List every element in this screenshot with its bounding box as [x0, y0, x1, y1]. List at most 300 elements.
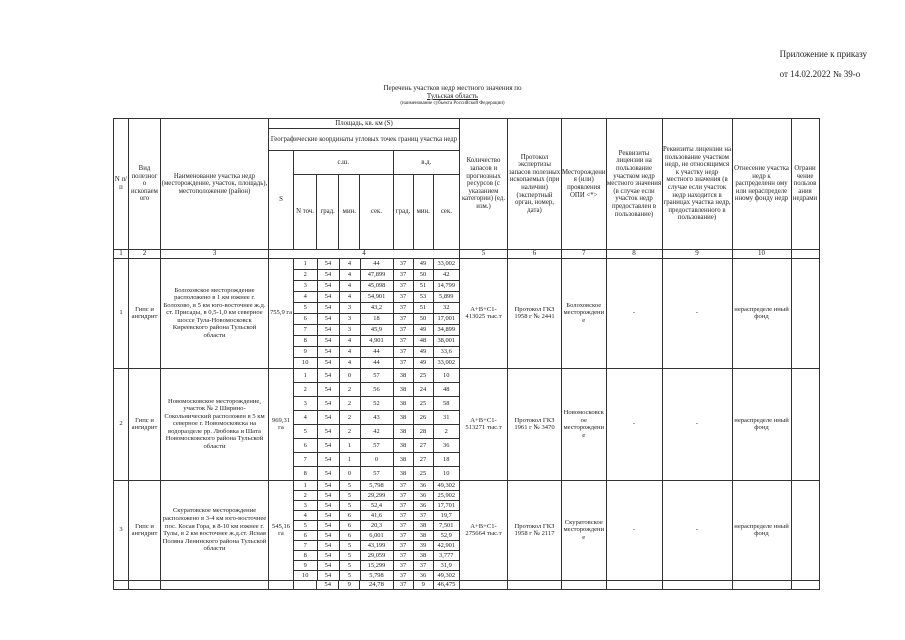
reserves-quantity: A+B+C1- 413025 тыс.т [460, 258, 508, 368]
point-no: 1 [294, 369, 317, 383]
license-other: - [662, 258, 732, 368]
lat-deg: 54 [317, 396, 339, 410]
lon-min: 26 [413, 410, 433, 424]
coordinate-point [294, 570, 459, 580]
point-no: 8 [294, 550, 317, 560]
reserves-quantity: A+B+C1- 275664 тыс.т [460, 480, 508, 580]
lat-deg: 54 [317, 550, 339, 560]
coordinate-point [294, 530, 459, 540]
col-num: 10 [732, 250, 791, 259]
lat-sec: 0 [360, 452, 393, 466]
coordinates-block [294, 258, 460, 368]
row-number: 2 [114, 368, 129, 480]
lat-deg: 54 [317, 291, 339, 302]
lon-deg: 37 [393, 346, 413, 357]
coordinates-block [294, 368, 460, 480]
lat-sec: 44 [360, 346, 393, 357]
row-number: 1 [114, 258, 129, 368]
lat-sec: 45,098 [360, 280, 393, 291]
lat-sec: 56 [360, 382, 393, 396]
coordinate-point [294, 520, 459, 530]
header-geo-coords: Географические координаты угловых точек границ участка недр [269, 129, 460, 151]
coordinate-point [294, 313, 459, 324]
lat-min: 5 [339, 550, 360, 560]
lat-min: 0 [339, 466, 360, 480]
lat-deg: 54 [317, 520, 339, 530]
lon-min: 36 [413, 500, 433, 510]
lon-sec: 58 [433, 396, 459, 410]
lat-min: 5 [339, 490, 360, 500]
lat-min: 5 [339, 560, 360, 570]
lat-min: 2 [339, 382, 360, 396]
appendix-note [780, 44, 867, 84]
point-no: 1 [294, 259, 317, 270]
lon-deg: 37 [393, 280, 413, 291]
point-no: 10 [294, 570, 317, 580]
lat-min: 4 [339, 335, 360, 346]
header-site-name: Наименование участка недр (месторождение, участок, площадь), местоположение (район) [161, 119, 269, 250]
header-protocol: Протокол экспертизы запасов полезных ископаемых (при наличии) (экспертный орган, номер, дата) [508, 119, 562, 250]
coordinates-table [294, 481, 459, 580]
header-restriction: Ограни чение пользов ания недрами [791, 119, 819, 250]
col-num: 8 [606, 250, 662, 259]
empty-cell [114, 580, 129, 589]
usage-restriction [791, 258, 819, 368]
lon-sec: 3,777 [433, 550, 459, 560]
license-other: - [662, 368, 732, 480]
lat-min: 2 [339, 424, 360, 438]
point-no: 8 [294, 335, 317, 346]
lat-min: 4 [339, 259, 360, 270]
point-no: 2 [294, 382, 317, 396]
lon-deg: 38 [393, 396, 413, 410]
header-fund: Отнесение участка недр к распределенн ому или нераспределе нному фонду недр [732, 119, 791, 250]
lon-min: 53 [413, 291, 433, 302]
usage-restriction [791, 480, 819, 580]
coordinate-point [294, 396, 459, 410]
lon-deg: 37 [393, 550, 413, 560]
lat-sec: 43 [360, 410, 393, 424]
lat-deg: 54 [317, 466, 339, 480]
coordinates-block [294, 480, 460, 580]
lon-deg: 37 [393, 560, 413, 570]
header-license-other: Реквизиты лицензии на пользование участком недр, не относящимся к участку недр местного значения (в случае если участок недр находится в границах участка недр, предоставленного в пользование) [662, 119, 732, 250]
col-num [791, 250, 819, 259]
coordinate-point [294, 302, 459, 313]
coordinate-point [294, 550, 459, 560]
lon-deg: 38 [393, 438, 413, 452]
lat-min: 0 [339, 369, 360, 383]
point-no: 5 [294, 424, 317, 438]
title-caption: (наименование субъекта Российской Федерации) [400, 101, 505, 106]
lon-sec: 17,701 [433, 500, 459, 510]
lat-min: 1 [339, 452, 360, 466]
lon-deg: 37 [393, 500, 413, 510]
lat-sec: 15,299 [360, 560, 393, 570]
lat-sec: 4,901 [360, 335, 393, 346]
point-no: 9 [294, 560, 317, 570]
lat-sec: 5,798 [360, 570, 393, 580]
lon-min: 38 [413, 550, 433, 560]
lat-deg: 54 [317, 324, 339, 335]
lon-min: 25 [413, 466, 433, 480]
lat-min: 3 [339, 302, 360, 313]
lat-sec: 57 [360, 466, 393, 480]
license-local: - [606, 368, 662, 480]
lon-sec: 49,302 [433, 481, 459, 491]
lat-min: 4 [339, 291, 360, 302]
point-no: 1 [294, 481, 317, 491]
coordinate-point [294, 357, 459, 368]
col-num: 9 [662, 250, 732, 259]
mineral-type: Гипс и ангидрит [129, 258, 161, 368]
site-description: Болоховское месторождение расположено в 1 км южнее г. Болохово, в 5 км юго-восточнее ж.д. ст. Присады, в 0,5-1,0 км северное шоссе Тула-Новомосковск Киреевского района Тульской области [161, 258, 269, 368]
header-lon-min: мин. [413, 175, 433, 250]
lon-deg: 38 [393, 452, 413, 466]
empty-cell [662, 580, 732, 589]
lon-deg: 37 [393, 302, 413, 313]
protocol-ref: Протокол ГКЗ 1958 г № 2117 [508, 480, 562, 580]
deposit-name: Скуратовское месторождени е [562, 480, 607, 580]
lon-min: 48 [413, 335, 433, 346]
header-quantity: Количество запасов и прогнозных ресурсов (с указанием категории) (ед. изм.) [460, 119, 508, 250]
empty-cell [508, 580, 562, 589]
coordinate-point [294, 452, 459, 466]
lat-min: 4 [339, 269, 360, 280]
lon-sec: 14,799 [433, 280, 459, 291]
lon-sec: 36 [433, 438, 459, 452]
partial-coord-cell: 9 [413, 580, 433, 589]
lon-deg: 38 [393, 410, 413, 424]
header-s: S [269, 151, 294, 250]
coordinate-point [294, 500, 459, 510]
deposit-name: Новомосковск ое месторождени е [562, 368, 607, 480]
lon-min: 50 [413, 269, 433, 280]
title-line1: Перечень участков недр местного значения по [383, 84, 522, 92]
document-title [0, 84, 905, 108]
lat-sec: 47,899 [360, 269, 393, 280]
license-local: - [606, 480, 662, 580]
lat-sec: 20,3 [360, 520, 393, 530]
lon-min: 51 [413, 280, 433, 291]
header-license-local: Реквизиты лицензии на пользование участком недр местного значения (в случае если участок недр предоставлен в пользование) [606, 119, 662, 250]
header-deposit: Месторождени я (или) проявления ОПИ <*> [562, 119, 607, 250]
lon-sec: 10 [433, 369, 459, 383]
empty-cell [129, 580, 161, 589]
empty-cell [732, 580, 791, 589]
lat-min: 5 [339, 500, 360, 510]
lon-deg: 37 [393, 481, 413, 491]
header-lon-deg: град. [393, 175, 413, 250]
lon-sec: 38,001 [433, 335, 459, 346]
lat-sec: 54,901 [360, 291, 393, 302]
lon-deg: 37 [393, 313, 413, 324]
lat-deg: 54 [317, 438, 339, 452]
col-num: 7 [562, 250, 607, 259]
lon-deg: 37 [393, 530, 413, 540]
lat-deg: 54 [317, 280, 339, 291]
lon-deg: 37 [393, 520, 413, 530]
lat-sec: 29,299 [360, 490, 393, 500]
col-num: 2 [129, 250, 161, 259]
lon-min: 36 [413, 570, 433, 580]
point-no: 4 [294, 291, 317, 302]
site-description: Новомосковское месторождение, участок № 2 Ширино-Сокольнический расположен в 5 км северное г. Новомосковска на водоразделе рр. Любовка и Шата Новомосковского района Тульской области [161, 368, 269, 480]
deposits-table [113, 118, 820, 590]
lat-deg: 54 [317, 560, 339, 570]
lat-sec: 52,4 [360, 500, 393, 510]
header-lat-deg: град. [317, 175, 339, 250]
point-no: 3 [294, 396, 317, 410]
lat-min: 2 [339, 410, 360, 424]
lat-sec: 52 [360, 396, 393, 410]
coordinate-point [294, 335, 459, 346]
lon-min: 27 [413, 438, 433, 452]
table-row [114, 258, 820, 368]
lat-sec: 29,059 [360, 550, 393, 560]
lat-deg: 54 [317, 313, 339, 324]
empty-cell [562, 580, 607, 589]
point-no: 7 [294, 324, 317, 335]
column-number-row [114, 250, 820, 259]
header-point-no: N точ. [294, 175, 317, 250]
lon-deg: 37 [393, 291, 413, 302]
deposit-name: Болоховское месторождени е [562, 258, 607, 368]
lon-min: 38 [413, 530, 433, 540]
lon-min: 49 [413, 357, 433, 368]
point-no: 2 [294, 490, 317, 500]
lon-sec: 31 [433, 410, 459, 424]
lon-sec: 42 [433, 269, 459, 280]
point-no: 3 [294, 500, 317, 510]
lat-deg: 54 [317, 357, 339, 368]
lat-min: 1 [339, 438, 360, 452]
col-num: 6 [508, 250, 562, 259]
lon-sec: 31,9 [433, 560, 459, 570]
lat-min: 2 [339, 396, 360, 410]
coordinate-point [294, 369, 459, 383]
license-local: - [606, 258, 662, 368]
appendix-line1: Приложение к приказу [779, 49, 867, 59]
empty-cell [791, 580, 819, 589]
lat-sec: 42 [360, 424, 393, 438]
lat-deg: 54 [317, 452, 339, 466]
lat-sec: 6,001 [360, 530, 393, 540]
title-region: Тульская область [426, 92, 479, 100]
lon-min: 24 [413, 382, 433, 396]
partial-coord-cell: 46,475 [433, 580, 459, 589]
lon-sec: 25,902 [433, 490, 459, 500]
mineral-type: Гипс и ангидрит [129, 368, 161, 480]
col-num: 4 [269, 250, 460, 259]
point-no: 7 [294, 540, 317, 550]
lon-deg: 37 [393, 570, 413, 580]
lon-sec: 49,302 [437, 571, 456, 579]
lat-min: 4 [339, 280, 360, 291]
coordinate-point [294, 540, 459, 550]
coordinate-point [294, 280, 459, 291]
lon-min: 49 [413, 324, 433, 335]
lon-deg: 37 [393, 490, 413, 500]
lat-deg: 54 [317, 510, 339, 520]
lat-min: 6 [339, 520, 360, 530]
point-no: 4 [294, 410, 317, 424]
point-no: 3 [294, 280, 317, 291]
coordinate-point [294, 510, 459, 520]
lat-min: 3 [339, 313, 360, 324]
area-value: 545,16 га [269, 480, 294, 580]
protocol-ref: Протокол ГКЗ 1961 г № 3470 [508, 368, 562, 480]
coordinate-point [294, 424, 459, 438]
lat-min: 4 [339, 346, 360, 357]
lat-sec: 44 [360, 259, 393, 270]
lat-deg: 54 [317, 530, 339, 540]
partial-table-row [114, 580, 820, 589]
table-row [114, 480, 820, 580]
reserves-quantity: A+B+C1- 513271 тыс.т [460, 368, 508, 480]
lon-deg: 38 [393, 466, 413, 480]
lon-deg: 37 [393, 259, 413, 270]
lat-sec: 43,199 [360, 540, 393, 550]
lat-deg: 54 [317, 335, 339, 346]
empty-cell [460, 580, 508, 589]
lon-sec: 33,6 [433, 346, 459, 357]
lat-deg: 54 [317, 302, 339, 313]
row-number: 3 [114, 480, 129, 580]
lat-min: 5 [339, 540, 360, 550]
lat-sec: 41,6 [360, 510, 393, 520]
mineral-type: Гипс и ангидрит [129, 480, 161, 580]
lat-deg: 54 [317, 481, 339, 491]
col-num: 1 [114, 250, 129, 259]
point-no: 6 [294, 313, 317, 324]
lon-deg: 37 [393, 357, 413, 368]
point-no: 6 [294, 438, 317, 452]
lon-min: 51 [413, 302, 433, 313]
protocol-ref: Протокол ГКЗ 1958 г № 2441 [508, 258, 562, 368]
lat-deg: 54 [317, 490, 339, 500]
coordinate-point [294, 481, 459, 491]
coordinates-table [294, 369, 459, 480]
site-description: Скуратовское месторождение расположено в 3-4 км юго-восточнее пос. Косая Гора, в 8-10 км южнее г. Тулы, в 2 км восточнее ж.д.ст. Ясная Поляна Ленинского района Тульской области [161, 480, 269, 580]
empty-cell [161, 580, 269, 589]
lat-min: 5 [339, 570, 360, 580]
lat-min: 4 [339, 357, 360, 368]
point-no: 4 [294, 510, 317, 520]
lat-sec: 5,798 [360, 481, 393, 491]
lon-sec: 18 [433, 452, 459, 466]
partial-coord-cell: 54 [317, 580, 339, 589]
lon-sec: 7,501 [433, 520, 459, 530]
lon-min: 36 [413, 490, 433, 500]
lat-deg: 54 [317, 540, 339, 550]
lat-sec: 18 [360, 313, 393, 324]
coordinate-point [294, 324, 459, 335]
lon-min: 25 [413, 396, 433, 410]
lon-deg: 37 [393, 510, 413, 520]
point-no: 7 [294, 452, 317, 466]
table-row [114, 368, 820, 480]
lat-sec: 57 [360, 438, 393, 452]
lat-sec: 44 [360, 357, 393, 368]
lon-sec: 2 [433, 424, 459, 438]
lat-sec: 45,9 [360, 324, 393, 335]
coordinate-point [294, 269, 459, 280]
header-n: N п/п [114, 119, 129, 250]
fund-status: нераспределе нный фонд [732, 480, 791, 580]
fund-status: нераспределе нный фонд [732, 368, 791, 480]
point-no: 9 [294, 346, 317, 357]
empty-cell [606, 580, 662, 589]
point-no: 6 [294, 530, 317, 540]
area-value: 969,31 га [269, 368, 294, 480]
point-no: 8 [294, 466, 317, 480]
lat-deg: 54 [317, 410, 339, 424]
partial-coord-cell: 9 [339, 580, 360, 589]
lon-sec: 5,899 [433, 291, 459, 302]
coordinates-table [294, 259, 459, 368]
header-lon-sec: сек. [433, 175, 459, 250]
coordinate-point [294, 466, 459, 480]
lon-min: 36 [413, 481, 433, 491]
lat-min: 3 [339, 324, 360, 335]
partial-coord-cell: 37 [393, 580, 413, 589]
lat-deg: 54 [317, 346, 339, 357]
lat-deg: 54 [317, 382, 339, 396]
lon-sec: 19,7 [433, 510, 459, 520]
lon-sec: 10 [443, 469, 450, 477]
lon-deg: 38 [393, 424, 413, 438]
lat-min: 6 [339, 530, 360, 540]
point-no: 2 [294, 269, 317, 280]
lon-min: 39 [413, 540, 433, 550]
lon-min: 49 [413, 259, 433, 270]
lon-deg: 38 [393, 369, 413, 383]
lon-min: 50 [413, 313, 433, 324]
coordinate-point [294, 438, 459, 452]
lon-min: 37 [413, 560, 433, 570]
lon-min: 25 [413, 369, 433, 383]
coordinate-point [294, 410, 459, 424]
lon-min: 49 [413, 346, 433, 357]
lon-min: 38 [413, 520, 433, 530]
area-value: 755,9 га [269, 258, 294, 368]
empty-cell [269, 580, 294, 589]
lat-deg: 54 [317, 369, 339, 383]
coordinate-point [294, 346, 459, 357]
lon-deg: 37 [393, 335, 413, 346]
lon-sec: 33,002 [433, 259, 459, 270]
partial-coord-cell [294, 580, 317, 589]
lon-deg: 37 [393, 540, 413, 550]
lat-deg: 54 [317, 269, 339, 280]
lon-sec: 52,9 [433, 530, 459, 540]
appendix-line2: от 14.02.2022 № 39-о [779, 69, 861, 79]
lon-sec: 34,899 [433, 324, 459, 335]
lon-deg: 38 [393, 382, 413, 396]
usage-restriction [791, 368, 819, 480]
header-north-lat: с.ш. [294, 151, 394, 175]
header-east-lon: в.д. [393, 151, 459, 175]
header-lat-sec: сек. [360, 175, 393, 250]
point-no: 10 [294, 357, 317, 368]
partial-coord-cell: 24,78 [360, 580, 393, 589]
lat-deg: 54 [317, 424, 339, 438]
lat-min: 5 [339, 481, 360, 491]
col-num: 3 [161, 250, 269, 259]
lon-sec: 48 [433, 382, 459, 396]
coordinate-point [294, 291, 459, 302]
